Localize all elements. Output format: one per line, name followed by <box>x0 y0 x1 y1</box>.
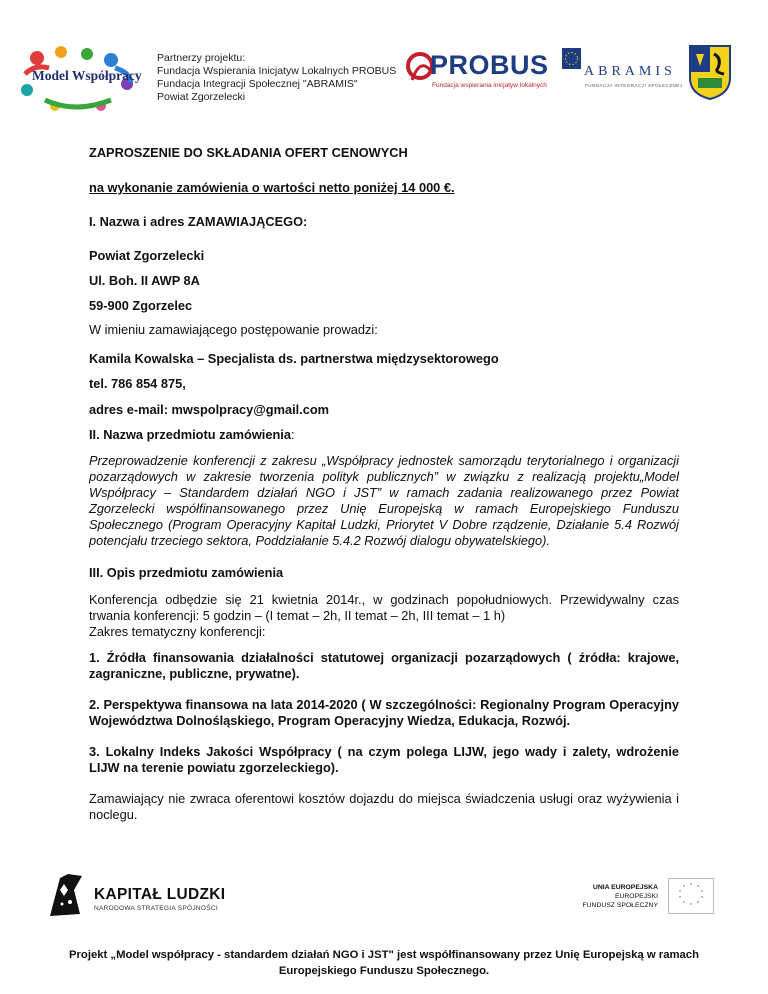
section3-description: Konferencja odbędzie się 21 kwietnia 2014r., w godzinach popołudniowych. Przewidywalny czas trwania konferencji: 5 godzin – (I temat – 2h, II temat – 2h, III temat – 1 h) <box>89 592 679 623</box>
powiat-crest-icon <box>688 44 732 100</box>
conductor-intro: W imieniu zamawiającego postępowanie prowadzi: <box>89 322 378 337</box>
section1-heading: I. Nazwa i adres ZAMAWIAJĄCEGO: <box>89 214 308 229</box>
svg-text:*: * <box>683 901 685 907</box>
address-line: Ul. Boh. II AWP 8A <box>89 273 200 288</box>
section2-colon: : <box>290 427 295 442</box>
topic-item: 1. Źródła finansowania działalności statutowej organizacji pozarządowych ( źródła: krajowe, zagraniczne, publiczne, prywatne). <box>89 650 679 681</box>
probus-logo-subtitle: Fundacja wspierania inicjatyw lokalnych <box>432 82 547 89</box>
partners-line: Powiat Zgorzelecki <box>157 91 246 103</box>
section2-heading: II. Nazwa przedmiotu zamówienia <box>89 427 291 442</box>
svg-text:*: * <box>683 885 685 891</box>
abramis-logo: ABRAMIS <box>584 64 676 79</box>
kapital-ludzki-title: KAPITAŁ LUDZKI <box>94 886 226 903</box>
svg-text:*: * <box>679 890 681 896</box>
address-line: 59-900 Zgorzelec <box>89 298 193 313</box>
project-cofinancing-note: Projekt „Model współpracy - standardem działań NGO i JST" jest współfinansowany przez Unię Europejską w ramach Europejskiego Funduszu Społecznego. <box>69 949 699 977</box>
kapital-ludzki-subtitle: NARODOWA STRATEGIA SPÓJNOŚCI <box>94 905 218 912</box>
abramis-emblem-icon <box>562 48 581 69</box>
contact-phone: tel. 786 854 875, <box>89 376 186 391</box>
partners-block <box>157 52 396 104</box>
closing-note: Zamawiający nie zwraca oferentowi kosztów dojazdu do miejsca świadczenia usługi oraz wyżywienia i noclegu. <box>89 791 679 822</box>
abramis-logo-subtitle: FUNDACJA INTEGRACJI SPOŁECZNEJ <box>585 83 683 88</box>
svg-text:*: * <box>697 885 699 891</box>
eu-label-line: EUROPEJSKI <box>614 893 658 900</box>
section3-heading: III. Opis przedmiotu zamówienia <box>89 565 284 580</box>
model-wspolpracy-logo-text: Model Współpracy <box>32 68 142 83</box>
eu-fund-label <box>560 883 658 910</box>
kapital-ludzki-emblem-icon <box>46 870 86 920</box>
document-subtitle: na wykonanie zamówienia o wartości netto poniżej 14 000 €. <box>89 180 455 195</box>
svg-text:*: * <box>697 901 699 907</box>
contact-email: adres e-mail: mwspolpracy@gmail.com <box>89 402 330 417</box>
topic-item: 2. Perspektywa finansowa na lata 2014-2020 ( W szczególności: Regionalny Program Operacyjny Województwa Dolnośląskiego, Program Operacyjny Wiedza, Edukacja, Rozwój. <box>89 697 679 728</box>
svg-text:*: * <box>701 896 703 902</box>
partners-line: Fundacja Wspierania Inicjatyw Lokalnych PROBUS <box>157 65 397 77</box>
address-line: Powiat Zgorzelecki <box>89 248 205 263</box>
section2-heading-line <box>89 427 679 443</box>
probus-logo: PROBUS <box>430 50 549 80</box>
section3-scope-intro: Zakres tematyczny konferencji: <box>89 624 266 639</box>
topic-item: 3. Lokalny Indeks Jakości Współpracy ( na czym polega LIJW, jego wady i zalety, wdrożenie LIJW na terenie powiatu zgorzeleckiego). <box>89 744 679 775</box>
eu-flag-icon <box>668 878 714 914</box>
contact-name: Kamila Kowalska – Specjalista ds. partnerstwa międzysektorowego <box>89 351 499 366</box>
svg-text:*: * <box>701 890 703 896</box>
partners-line: Fundacja Integracji Społecznej "ABRAMIS" <box>157 78 358 90</box>
document-title: ZAPROSZENIE DO SKŁADANIA OFERT CENOWYCH <box>89 145 408 160</box>
section2-body: Przeprowadzenie konferencji z zakresu „Współpracy jednostek samorządu terytorialnego i organizacji pozarządowych w zakresie tworzenia polityk publicznych” w związku z realizacją projektu„Model Współpracy – Standardem działań NGO i JST” w ramach zadania realizowanego przez Powiat Zgorzelecki współfinansowanego przez Unię Europejską w ramach Europejskiego Funduszu Społecznego (Program Operacyjny Kapitał Ludzki, Priorytet V Dobre rządzenie, Działanie 5.4 Rozwój potencjału trzeciego sektora, Poddziałanie 5.4.2 Rozwój dialogu obywatelskiego). <box>89 453 679 548</box>
svg-text:*: * <box>679 896 681 902</box>
svg-text:*: * <box>690 883 692 889</box>
eu-label-line: UNIA EUROPEJSKA <box>592 884 658 891</box>
svg-text:*: * <box>690 903 692 909</box>
eu-label-line: FUNDUSZ SPOŁECZNY <box>582 902 658 909</box>
partners-line: Partnerzy projektu: <box>157 52 246 64</box>
